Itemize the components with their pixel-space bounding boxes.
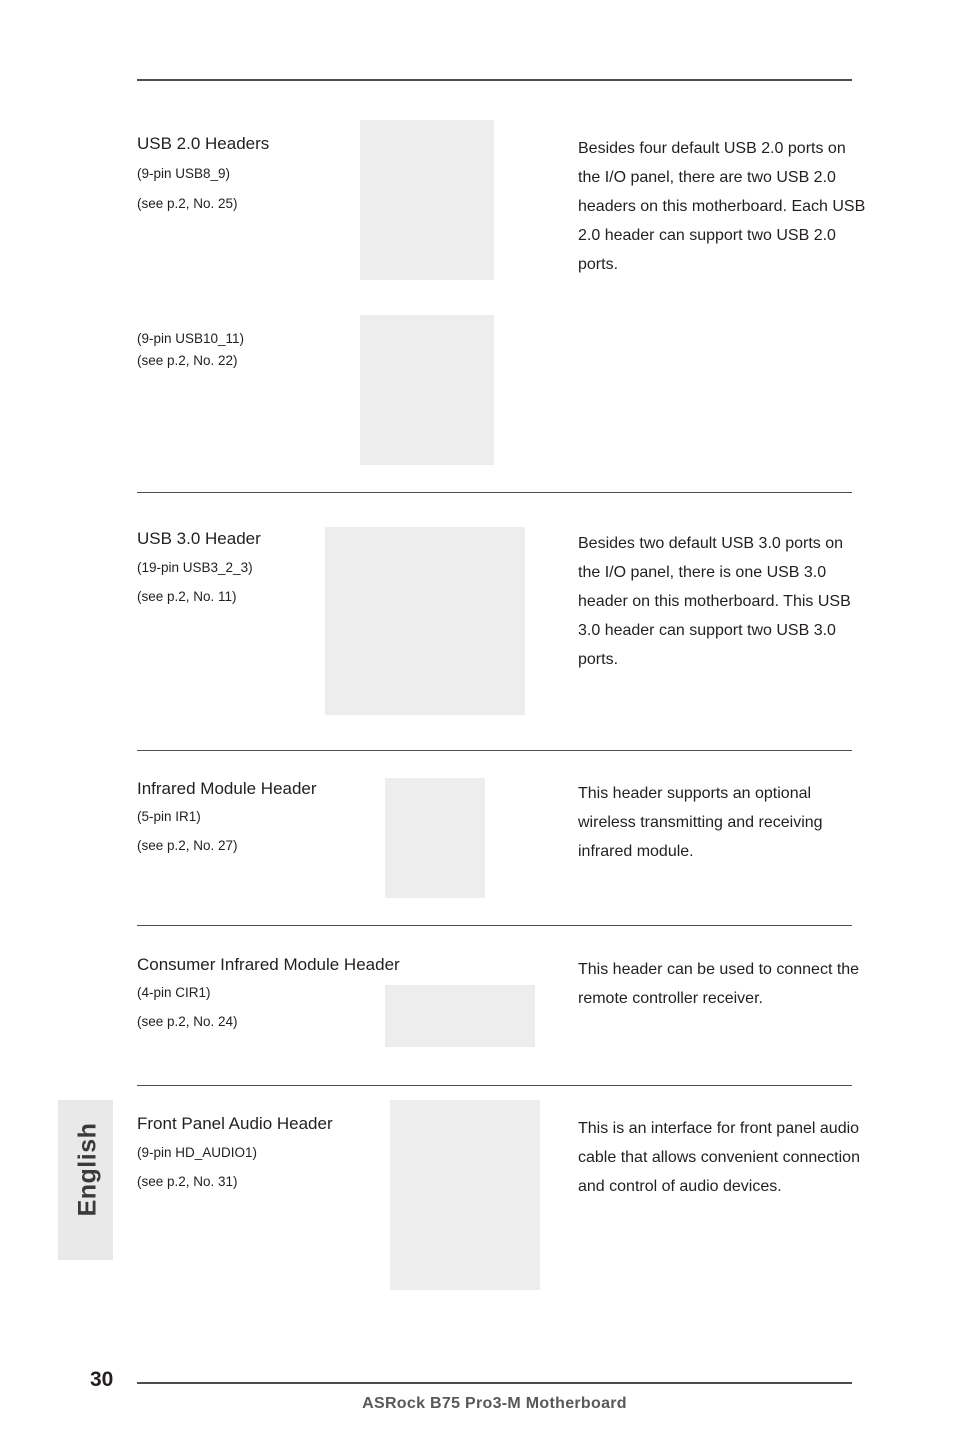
language-tab-label: English — [73, 1122, 102, 1217]
language-tab — [58, 1100, 113, 1260]
diagram-usb3-2-3 — [325, 527, 525, 715]
section-desc-audio: This is an interface for front panel audio cable that allows convenient connection and control of audio devices. — [578, 1120, 860, 1195]
footer-rule — [137, 1382, 852, 1384]
diagram-usb10-11 — [360, 315, 494, 465]
diagram-ir1 — [385, 778, 485, 898]
section-sub-audio-ref: (see p.2, No. 31) — [137, 1174, 238, 1189]
section-title-cir: Consumer Infrared Module Header — [137, 955, 400, 974]
diagram-cir1 — [385, 985, 535, 1047]
section-title-ir: Infrared Module Header — [137, 779, 317, 798]
section-desc-cir: This header can be used to connect the remote controller receiver. — [578, 961, 860, 1007]
section-sub-usb20-ref: (see p.2, No. 25) — [137, 196, 238, 211]
section-title-usb20: USB 2.0 Headers — [137, 134, 270, 153]
section-sub-usb30-ref: (see p.2, No. 11) — [137, 589, 237, 604]
diagram-hd-audio1-background — [390, 1100, 540, 1290]
diagram-usb8-9-background — [360, 120, 494, 280]
diagram-cir1-background — [385, 985, 535, 1047]
section-sub-usb30-pin: (19-pin USB3_2_3) — [137, 560, 253, 575]
diagram-usb8-9 — [360, 120, 494, 280]
diagram-ir1-background — [385, 778, 485, 898]
section-sub-cir-ref: (see p.2, No. 24) — [137, 1014, 238, 1029]
section-sub-usb20-pin: (9-pin USB8_9) — [137, 166, 231, 181]
section-sub-ir-ref: (see p.2, No. 27) — [137, 838, 238, 853]
section-sub-audio-pin: (9-pin HD_AUDIO1) — [137, 1145, 258, 1160]
divider-rule-4 — [137, 1085, 852, 1086]
diagram-hd-audio1 — [390, 1100, 540, 1290]
diagram-usb3-background — [325, 527, 525, 715]
top-rule — [137, 79, 852, 81]
section-desc-usb20: Besides four default USB 2.0 ports on the I/O panel, there are two USB 2.0 headers on this motherboard. Each USB 2.0 header can support two USB 2.0 ports. — [578, 140, 866, 273]
divider-rule-3 — [137, 925, 852, 926]
section-sub-usb20b-ref: (see p.2, No. 22) — [137, 353, 238, 368]
section-desc-ir: This header supports an optional wireless transmitting and receiving infrared module. — [578, 785, 823, 860]
diagram-usb10-11-background — [360, 315, 494, 465]
section-desc-usb30: Besides two default USB 3.0 ports on the I/O panel, there is one USB 3.0 header on this motherboard. This USB 3.0 header can support two USB 3.0 ports. — [578, 535, 851, 668]
section-title-audio: Front Panel Audio Header — [137, 1114, 333, 1133]
footer-text: ASRock B75 Pro3-M Motherboard — [362, 1395, 627, 1412]
section-sub-cir-pin: (4-pin CIR1) — [137, 985, 211, 1000]
section-title-usb30: USB 3.0 Header — [137, 529, 261, 548]
divider-rule-2 — [137, 750, 852, 751]
section-sub-ir-pin: (5-pin IR1) — [137, 809, 201, 824]
section-sub-usb20b-pin: (9-pin USB10_11) — [137, 331, 245, 346]
divider-rule-1 — [137, 492, 852, 493]
page-number: 30 — [90, 1368, 114, 1391]
